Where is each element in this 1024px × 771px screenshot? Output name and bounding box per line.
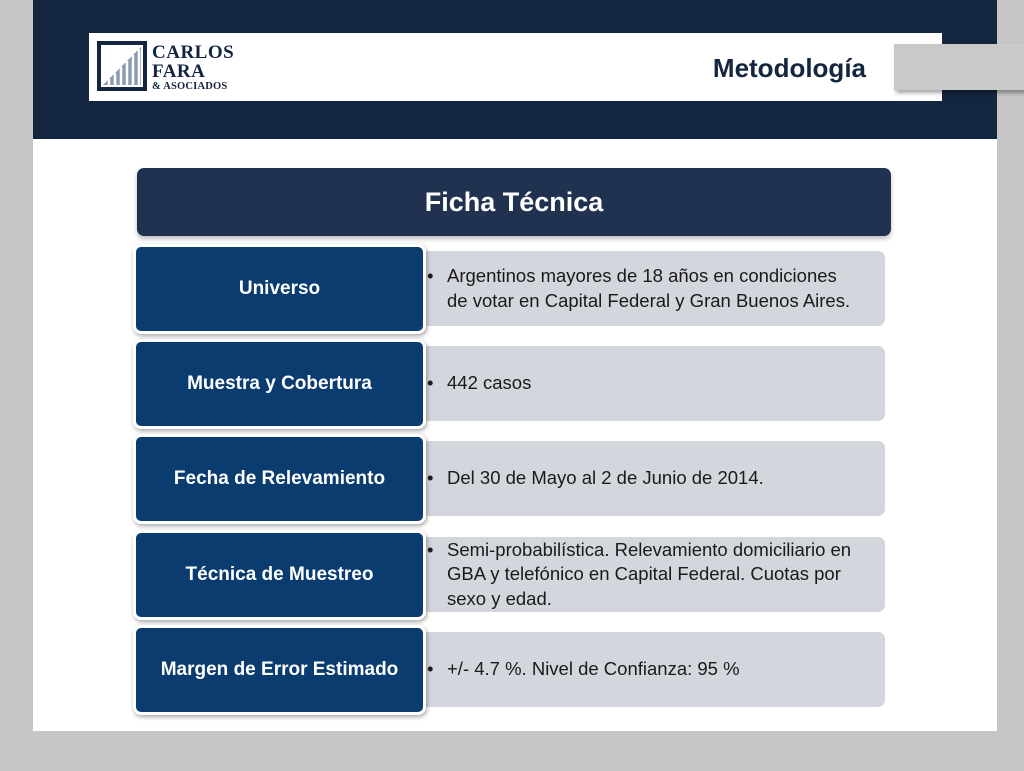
company-logo <box>97 39 257 95</box>
row-value <box>427 632 862 707</box>
logo-line-fara: FARA <box>152 61 206 82</box>
row-label <box>133 625 426 715</box>
page-title: Metodología <box>712 53 866 83</box>
row-bullet-text: • +/- 4.7 %. Nivel de Confianza: 95 % <box>427 657 740 682</box>
ficha-tecnica-header: Ficha Técnica <box>137 168 891 236</box>
logo-line-asociados: & ASOCIADOS <box>152 81 228 92</box>
ficha-row-tecnica <box>133 530 891 620</box>
row-value <box>427 441 862 516</box>
row-value <box>427 537 862 612</box>
row-label-text: Margen de Error Estimado <box>160 659 399 681</box>
header-band <box>33 0 997 139</box>
row-label <box>133 530 426 620</box>
row-label-text: Fecha de Relevamiento <box>173 468 386 490</box>
decorative-tab <box>894 44 1024 90</box>
row-value <box>427 346 862 421</box>
row-bullet-text: • 442 casos <box>427 371 531 396</box>
row-bullet-text: • Semi-probabilística. Relevamiento domiciliario en GBA y telefónico en Capital Federal. Cuotas por sexo y edad. <box>427 538 862 612</box>
row-label <box>133 339 426 429</box>
row-value <box>427 251 862 326</box>
logo-line-carlos: CARLOS <box>152 42 235 63</box>
ficha-row-margen <box>133 625 891 715</box>
ficha-row-universo <box>133 244 891 334</box>
row-label-text: Muestra y Cobertura <box>187 373 372 395</box>
header-bar <box>89 33 942 101</box>
row-bullet-text: • Argentinos mayores de 18 años en condiciones de votar en Capital Federal y Gran Buenos Aires. <box>427 264 862 313</box>
ficha-row-muestra <box>133 339 891 429</box>
row-label-text: Técnica de Muestreo <box>185 564 374 586</box>
row-label <box>133 434 426 524</box>
row-label-text: Universo <box>238 278 321 300</box>
logo-wordmark <box>152 43 234 93</box>
logo-mark-icon <box>97 41 147 91</box>
row-bullet-text: • Del 30 de Mayo al 2 de Junio de 2014. <box>427 466 764 491</box>
row-label <box>133 244 426 334</box>
ficha-row-fecha <box>133 434 891 524</box>
